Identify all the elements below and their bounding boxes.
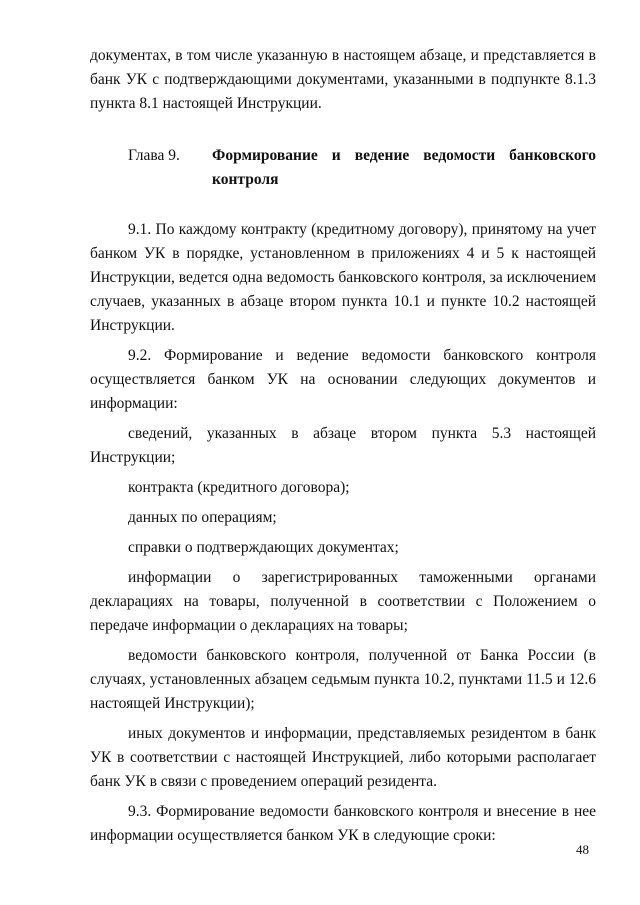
page-number: 48 (576, 842, 589, 857)
chapter-label: Глава 9. (128, 147, 180, 164)
paragraph-9-2: 9.2. Формирование и ведение ведомости банковского контроля осуществляется банком УК на основании следующих документов и информации: (90, 347, 596, 412)
chapter-title (212, 144, 596, 192)
chapter-title-line-1: Формирование и ведение ведомости банковского (212, 147, 596, 164)
page-content (90, 44, 596, 848)
list-item: справки о подтверждающих документах; (128, 539, 399, 556)
chapter-heading (90, 144, 596, 192)
list-item: информации о зарегистрированных таможенными органами декларациях на товары, полученной в соответствии с Положением о передаче информации о декларациях на товары; (90, 569, 596, 634)
paragraph-9-3: 9.3. Формирование ведомости банковского контроля и внесение в нее информации осуществляется банком УК в следующие сроки: (90, 803, 596, 844)
paragraph-9-1: 9.1. По каждому контракту (кредитному договору), принятому на учет банком УК в порядке, установленном в приложениях 4 и 5 к настоящей Инструкции, ведется одна ведомость банковского контроля, за исключением случаев, указанных в абзаце втором пункта 10.1 и пункте 10.2 настоящей Инструкции. (90, 221, 597, 334)
continuation-paragraph: документах, в том числе указанную в настоящем абзаце, и представляется в банк УК с подтверждающими документами, указанными в подпункте 8.1.3 пункта 8.1 настоящей Инструкции. (90, 47, 596, 112)
list-item: иных документов и информации, представляемых резидентом в банк УК в соответствии с настоящей Инструкцией, либо которыми располагает банк УК в связи с проведением операций резидента. (90, 725, 596, 790)
list-item: ведомости банковского контроля, полученной от Банка России (в случаях, установленных абзацем седьмым пункта 10.2, пунктами 11.5 и 12.6 настоящей Инструкции); (90, 647, 596, 712)
list-item: контракта (кредитного договора); (128, 479, 350, 496)
list-item: сведений, указанных в абзаце втором пункта 5.3 настоящей Инструкции; (90, 425, 596, 466)
chapter-title-line-2: контроля (212, 171, 279, 188)
list-item: данных по операциям; (128, 509, 277, 526)
